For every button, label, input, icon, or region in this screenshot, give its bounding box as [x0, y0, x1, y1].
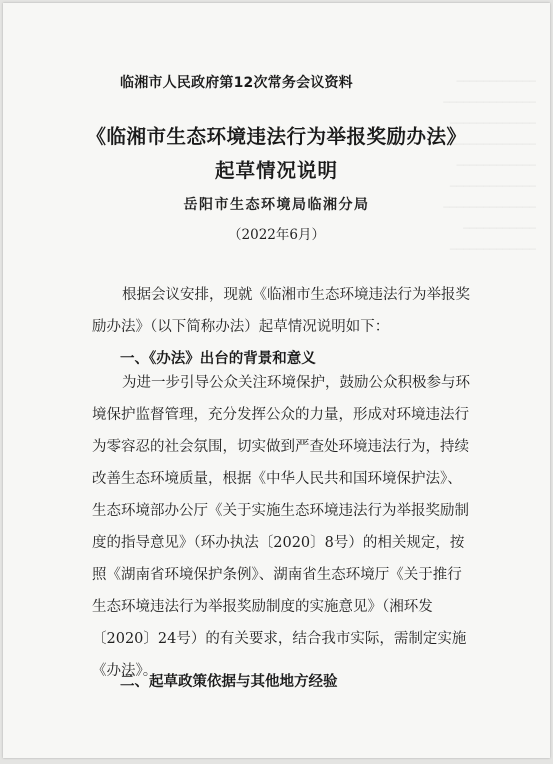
section-1-paragraph [92, 367, 474, 687]
document-title-line-1: 《临湘市生态环境违法行为举报奖励办法》 [86, 125, 467, 148]
intro-paragraph [92, 279, 474, 343]
document-title-line-2: 起草情况说明 [214, 159, 338, 182]
paragraph-line: 照《湖南省环境保护条例》、湖南省生态环境厅《关于推行 [92, 567, 462, 583]
paragraph-line: 生态环境违法行为举报奖励制度的实施意见》（湘环发 [92, 599, 433, 615]
paragraph-line: 励办法》（以下简称办法）起草情况说明如下： [92, 319, 390, 335]
paragraph-line: 〔2020〕24号）的有关要求，结合我市实际，需制定实施 [92, 631, 467, 647]
paragraph-line: 《办法》。 [92, 663, 158, 679]
paragraph-line: 为进一步引导公众关注环境保护，鼓励公众积极参与环 [122, 375, 470, 391]
meeting-header-note: 临湘市人民政府第12次常务会议资料 [120, 75, 353, 91]
paragraph-line: 生态环境部办公厅《关于实施生态环境违法行为举报奖励制 [92, 503, 469, 519]
section-2-heading: 二、起草政策依据与其他地方经验 [120, 674, 338, 690]
paragraph-line: 度的指导意见》（环办执法〔2020〕8号）的相关规定，按 [92, 535, 465, 551]
paragraph-line: 根据会议安排，现就《临湘市生态环境违法行为举报奖 [122, 287, 470, 303]
paragraph-line: 改善生态环境质量，根据《中华人民共和国环境保护法》、 [92, 471, 462, 487]
paragraph-line: 为零容忍的社会氛围，切实做到严查处环境违法行为，持续 [92, 439, 469, 455]
document-page [3, 3, 550, 758]
paragraph-line: 境保护监督管理，充分发挥公众的力量，形成对环境违法行 [92, 407, 469, 423]
document-date: （2022年6月） [228, 227, 325, 243]
section-1-heading: 一、《办法》出台的背景和意义 [120, 351, 316, 367]
issuing-authority: 岳阳市生态环境局临湘分局 [183, 197, 370, 213]
reverse-side-bleed-through: ──────────── ────────────── ───────────── ────────────── ──────────── ───────────── ────────────── ─────────── ───────────── [443, 75, 536, 256]
